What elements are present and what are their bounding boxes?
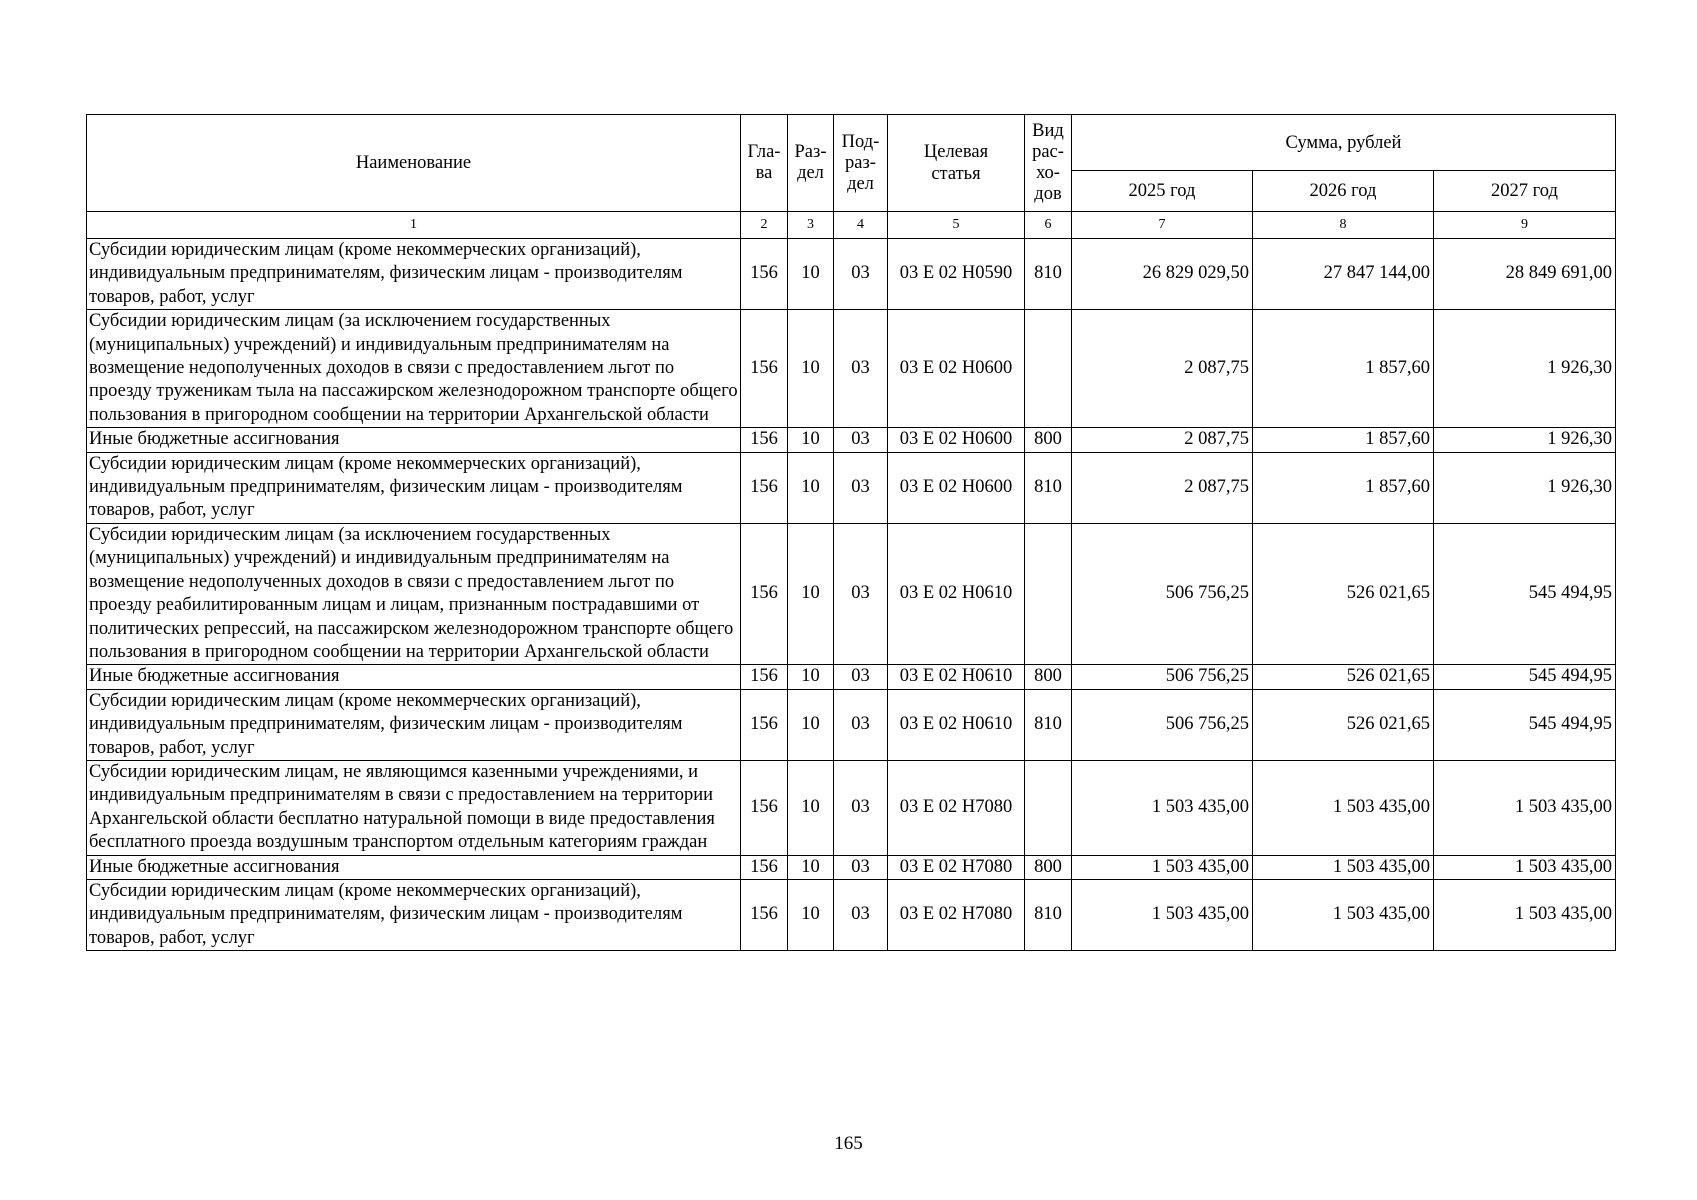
row-amount-2026: 1 503 435,00 bbox=[1253, 855, 1434, 879]
row-amount-2025: 506 756,25 bbox=[1072, 689, 1253, 760]
header-subsection-label: Под- раз- дел bbox=[841, 131, 880, 194]
row-chapter: 156 bbox=[741, 665, 788, 689]
row-expense-type: 800 bbox=[1025, 855, 1072, 879]
row-amount-2027: 545 494,95 bbox=[1434, 523, 1616, 664]
row-subsection: 03 bbox=[834, 452, 888, 523]
row-target: 03 Е 02 Н0590 bbox=[888, 239, 1025, 310]
row-amount-2025: 2 087,75 bbox=[1072, 310, 1253, 428]
header-target bbox=[888, 115, 1025, 212]
row-section: 10 bbox=[788, 428, 834, 452]
row-subsection: 03 bbox=[834, 855, 888, 879]
column-number: 9 bbox=[1434, 212, 1616, 239]
row-section: 10 bbox=[788, 665, 834, 689]
row-amount-2025: 506 756,25 bbox=[1072, 665, 1253, 689]
row-expense-type: 810 bbox=[1025, 239, 1072, 310]
row-section: 10 bbox=[788, 239, 834, 310]
row-subsection: 03 bbox=[834, 428, 888, 452]
row-subsection: 03 bbox=[834, 523, 888, 664]
header-expense-type-label: Вид рас- хо- дов bbox=[1032, 121, 1064, 204]
row-target: 03 Е 02 Н7080 bbox=[888, 879, 1025, 950]
table-row bbox=[87, 428, 1616, 452]
column-number: 8 bbox=[1253, 212, 1434, 239]
table-row bbox=[87, 523, 1616, 664]
row-expense-type: 800 bbox=[1025, 428, 1072, 452]
header-year-2025: 2025 год bbox=[1072, 171, 1253, 212]
row-expense-type: 810 bbox=[1025, 879, 1072, 950]
column-number: 3 bbox=[788, 212, 834, 239]
header-chapter-label: Гла- ва bbox=[747, 142, 781, 183]
row-subsection: 03 bbox=[834, 689, 888, 760]
row-amount-2026: 1 857,60 bbox=[1253, 310, 1434, 428]
row-amount-2027: 1 503 435,00 bbox=[1434, 879, 1616, 950]
row-amount-2026: 526 021,65 bbox=[1253, 523, 1434, 664]
column-number: 7 bbox=[1072, 212, 1253, 239]
column-number: 1 bbox=[87, 212, 741, 239]
budget-table bbox=[86, 114, 1616, 951]
row-section: 10 bbox=[788, 879, 834, 950]
table-row bbox=[87, 760, 1616, 855]
header-subsection bbox=[834, 115, 888, 212]
header-expense-type bbox=[1025, 115, 1072, 212]
table-row bbox=[87, 689, 1616, 760]
table-row bbox=[87, 665, 1616, 689]
row-target: 03 Е 02 Н0610 bbox=[888, 689, 1025, 760]
row-chapter: 156 bbox=[741, 239, 788, 310]
row-name: Субсидии юридическим лицам (кроме некоммерческих организаций), индивидуальным предпринимателям, физическим лицам - производителям товаров, работ, услуг bbox=[87, 689, 741, 760]
header-target-label: Целевая статья bbox=[923, 142, 989, 184]
row-name: Иные бюджетные ассигнования bbox=[87, 855, 741, 879]
row-section: 10 bbox=[788, 855, 834, 879]
row-amount-2026: 1 503 435,00 bbox=[1253, 879, 1434, 950]
row-subsection: 03 bbox=[834, 310, 888, 428]
row-chapter: 156 bbox=[741, 760, 788, 855]
header-year-2026: 2026 год bbox=[1253, 171, 1434, 212]
row-chapter: 156 bbox=[741, 689, 788, 760]
row-amount-2025: 26 829 029,50 bbox=[1072, 239, 1253, 310]
row-name: Субсидии юридическим лицам (кроме некоммерческих организаций), индивидуальным предпринимателям, физическим лицам - производителям товаров, работ, услуг bbox=[87, 452, 741, 523]
row-name: Субсидии юридическим лицам (кроме некоммерческих организаций), индивидуальным предпринимателям, физическим лицам - производителям товаров, работ, услуг bbox=[87, 879, 741, 950]
header-section-label: Раз- дел bbox=[794, 142, 827, 183]
column-number: 4 bbox=[834, 212, 888, 239]
row-expense-type: 810 bbox=[1025, 452, 1072, 523]
row-target: 03 Е 02 Н0600 bbox=[888, 428, 1025, 452]
header-section bbox=[788, 115, 834, 212]
row-amount-2027: 1 926,30 bbox=[1434, 428, 1616, 452]
row-section: 10 bbox=[788, 523, 834, 664]
row-amount-2026: 1 857,60 bbox=[1253, 452, 1434, 523]
table-row bbox=[87, 879, 1616, 950]
row-amount-2027: 545 494,95 bbox=[1434, 665, 1616, 689]
header-amount: Сумма, рублей bbox=[1072, 115, 1616, 171]
row-target: 03 Е 02 Н7080 bbox=[888, 760, 1025, 855]
row-target: 03 Е 02 Н0610 bbox=[888, 665, 1025, 689]
row-expense-type bbox=[1025, 523, 1072, 664]
row-name: Субсидии юридическим лицам, не являющимся казенными учреждениями, и индивидуальным предпринимателям в связи с предоставлением на территории Архангельской области бесплатно натуральной помощи в виде предоставления бесплатного проезда воздушным транспортом отдельным категориям граждан bbox=[87, 760, 741, 855]
table-row bbox=[87, 310, 1616, 428]
row-amount-2025: 1 503 435,00 bbox=[1072, 855, 1253, 879]
row-amount-2025: 1 503 435,00 bbox=[1072, 760, 1253, 855]
row-chapter: 156 bbox=[741, 879, 788, 950]
header-chapter bbox=[741, 115, 788, 212]
row-name: Иные бюджетные ассигнования bbox=[87, 428, 741, 452]
row-amount-2026: 1 857,60 bbox=[1253, 428, 1434, 452]
header-name: Наименование bbox=[87, 115, 741, 212]
row-amount-2026: 526 021,65 bbox=[1253, 665, 1434, 689]
row-subsection: 03 bbox=[834, 760, 888, 855]
row-name: Субсидии юридическим лицам (кроме некоммерческих организаций), индивидуальным предпринимателям, физическим лицам - производителям товаров, работ, услуг bbox=[87, 239, 741, 310]
row-amount-2025: 506 756,25 bbox=[1072, 523, 1253, 664]
row-chapter: 156 bbox=[741, 428, 788, 452]
row-expense-type bbox=[1025, 310, 1072, 428]
row-amount-2027: 1 926,30 bbox=[1434, 452, 1616, 523]
row-section: 10 bbox=[788, 310, 834, 428]
row-chapter: 156 bbox=[741, 855, 788, 879]
table-row bbox=[87, 855, 1616, 879]
row-amount-2027: 1 503 435,00 bbox=[1434, 855, 1616, 879]
row-target: 03 Е 02 Н0600 bbox=[888, 452, 1025, 523]
table-header bbox=[87, 115, 1616, 239]
row-section: 10 bbox=[788, 452, 834, 523]
column-number: 2 bbox=[741, 212, 788, 239]
table-row bbox=[87, 452, 1616, 523]
row-name: Иные бюджетные ассигнования bbox=[87, 665, 741, 689]
row-amount-2027: 1 503 435,00 bbox=[1434, 760, 1616, 855]
row-target: 03 Е 02 Н0600 bbox=[888, 310, 1025, 428]
row-expense-type: 800 bbox=[1025, 665, 1072, 689]
header-year-2027: 2027 год bbox=[1434, 171, 1616, 212]
row-section: 10 bbox=[788, 760, 834, 855]
row-amount-2025: 1 503 435,00 bbox=[1072, 879, 1253, 950]
column-number-row bbox=[87, 212, 1616, 239]
row-subsection: 03 bbox=[834, 239, 888, 310]
column-number: 5 bbox=[888, 212, 1025, 239]
column-number: 6 bbox=[1025, 212, 1072, 239]
row-chapter: 156 bbox=[741, 310, 788, 428]
row-amount-2027: 28 849 691,00 bbox=[1434, 239, 1616, 310]
row-amount-2027: 545 494,95 bbox=[1434, 689, 1616, 760]
table-row bbox=[87, 239, 1616, 310]
row-amount-2025: 2 087,75 bbox=[1072, 452, 1253, 523]
row-name: Субсидии юридическим лицам (за исключением государственных (муниципальных) учреждений) и индивидуальным предпринимателям на возмещение недополученных доходов в связи с предоставлением льгот по проезду реабилитированным лицам и лицам, признанным пострадавшими от политических репрессий, на пассажирском железнодорожном транспорте общего пользования в пригородном сообщении на территории Архангельской области bbox=[87, 523, 741, 664]
row-subsection: 03 bbox=[834, 665, 888, 689]
page-number: 165 bbox=[834, 1133, 863, 1154]
row-chapter: 156 bbox=[741, 452, 788, 523]
row-chapter: 156 bbox=[741, 523, 788, 664]
row-amount-2026: 526 021,65 bbox=[1253, 689, 1434, 760]
row-name: Субсидии юридическим лицам (за исключением государственных (муниципальных) учреждений) и индивидуальным предпринимателям на возмещение недополученных доходов в связи с предоставлением льгот по проезду труженикам тыла на пассажирском железнодорожном транспорте общего пользования в пригородном сообщении на территории Архангельской области bbox=[87, 310, 741, 428]
row-subsection: 03 bbox=[834, 879, 888, 950]
table-body bbox=[87, 239, 1616, 951]
row-amount-2027: 1 926,30 bbox=[1434, 310, 1616, 428]
row-target: 03 Е 02 Н0610 bbox=[888, 523, 1025, 664]
row-section: 10 bbox=[788, 689, 834, 760]
row-amount-2026: 1 503 435,00 bbox=[1253, 760, 1434, 855]
row-target: 03 Е 02 Н7080 bbox=[888, 855, 1025, 879]
row-expense-type bbox=[1025, 760, 1072, 855]
row-amount-2025: 2 087,75 bbox=[1072, 428, 1253, 452]
row-expense-type: 810 bbox=[1025, 689, 1072, 760]
row-amount-2026: 27 847 144,00 bbox=[1253, 239, 1434, 310]
